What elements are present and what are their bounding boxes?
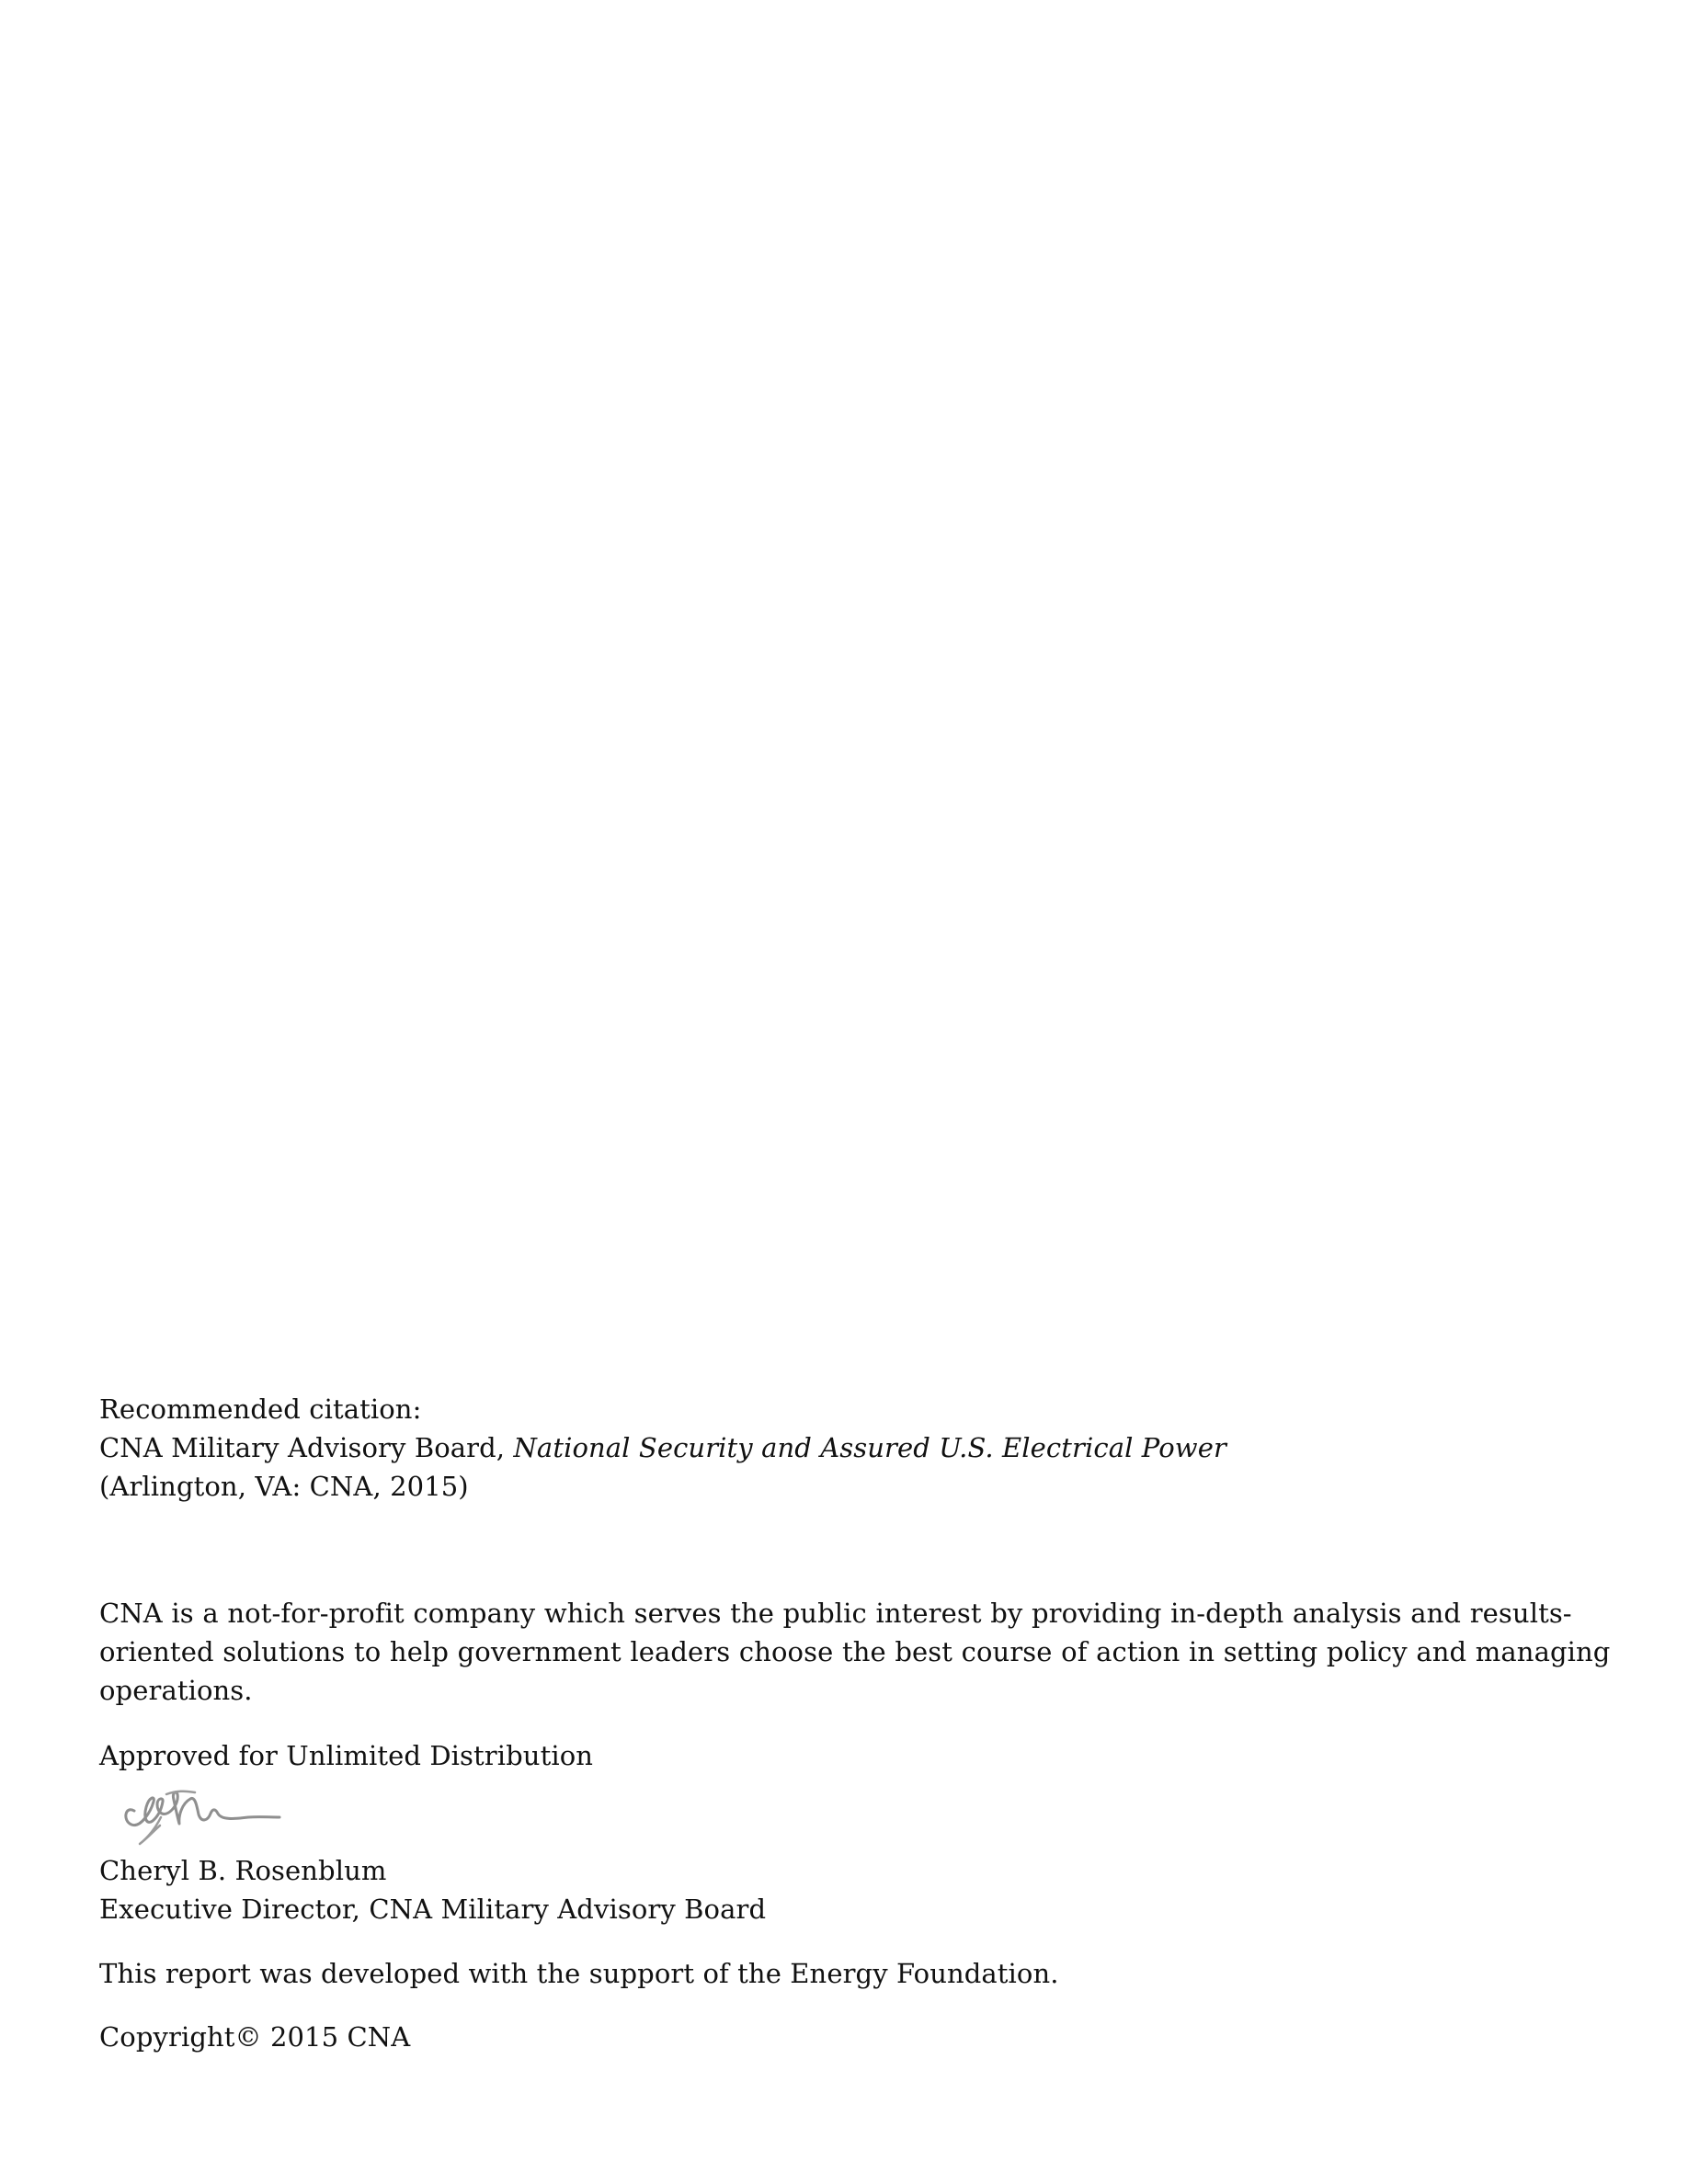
recommended-citation <box>99 1390 1616 1506</box>
signer-title: Executive Director, CNA Military Advisory Board <box>99 1894 767 1925</box>
signature-image <box>118 1785 285 1849</box>
citation-publication: (Arlington, VA: CNA, 2015) <box>99 1471 469 1502</box>
citation-author: CNA Military Advisory Board, <box>99 1432 514 1463</box>
signature-stroke-cross <box>166 1792 195 1794</box>
citation-label: Recommended citation: <box>99 1393 422 1425</box>
distribution-statement: Approved for Unlimited Distribution <box>99 1740 594 1771</box>
support-statement: This report was developed with the support of the Energy Foundation. <box>99 1958 1059 1989</box>
signer-block <box>99 1851 1616 1928</box>
organization-description: CNA is a not-for-profit company which serves the public interest by providing in-depth analysis and results-oriented solutions to help government leaders choose the best course of action in setting policy and managing operations. <box>99 1598 1611 1706</box>
signature-stroke-main <box>126 1792 279 1826</box>
copyright-notice: Copyright© 2015 CNA <box>99 2021 411 2053</box>
citation-title: National Security and Assured U.S. Electrical Power <box>513 1432 1226 1463</box>
citation-main-line <box>99 1428 1616 1467</box>
signer-name: Cheryl B. Rosenblum <box>99 1855 387 1886</box>
